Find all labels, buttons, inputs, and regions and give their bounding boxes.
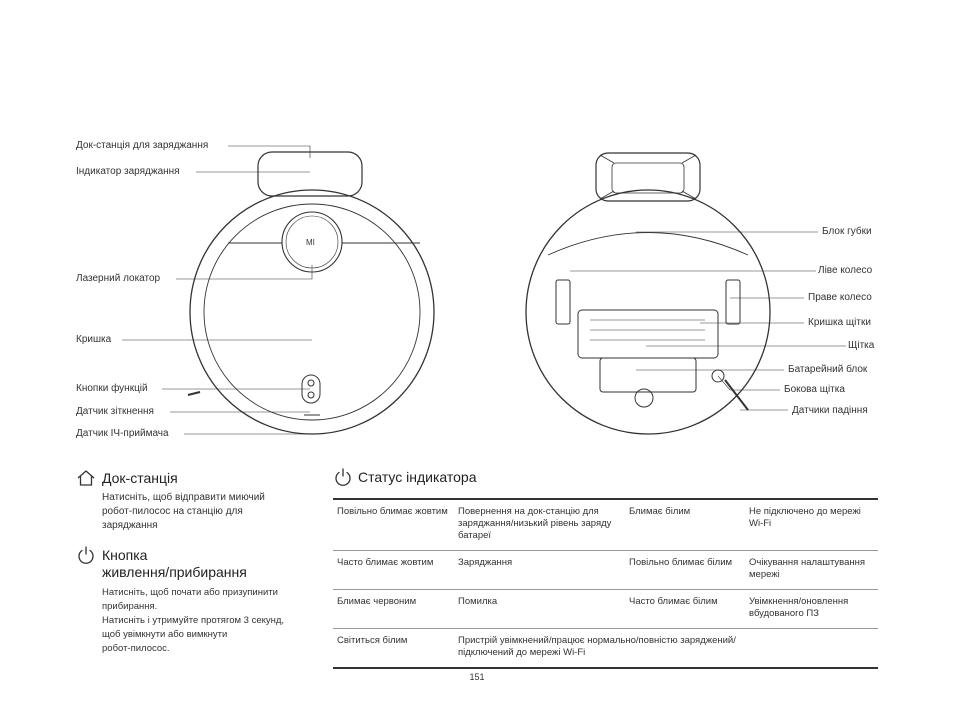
home-icon — [76, 468, 96, 488]
status-cell: Очікування налаштування мережі — [745, 551, 878, 590]
status-cell: Часто блимає жовтим — [333, 551, 454, 590]
label-sponge: Блок губки — [822, 226, 872, 237]
status-cell: Блимає червоним — [333, 590, 454, 629]
table-row — [333, 590, 878, 629]
power-section-title: Кнопка живлення/прибирання — [102, 547, 247, 580]
label-right-wheel: Праве колесо — [808, 292, 872, 303]
label-brush-cover: Кришка щітки — [808, 317, 871, 328]
status-power-icon — [333, 467, 353, 487]
status-cell: Повернення на док-станцію для заряджання/низький рівень заряду батареї — [454, 499, 625, 551]
status-cell: Пристрій увімкнений/працює нормально/повністю заряджений/підключений до мережі Wi-Fi — [454, 629, 745, 669]
label-dock: Док-станція для заряджання — [76, 140, 209, 151]
power-icon — [76, 545, 96, 565]
power-section-body: Натисніть, щоб почати або призупинити прибирання. Натисніть і утримуйте протягом 3 секунд, щоб увімкнути або вимкнути робот-пилосос. — [102, 587, 285, 654]
table-row — [333, 499, 878, 551]
label-laser: Лазерний локатор — [76, 273, 161, 284]
table-row — [333, 551, 878, 590]
dock-section-body: Натисніть, щоб відправити миючий робот-пилосос на станцію для заряджання — [102, 492, 265, 531]
label-cliff: Датчики падіння — [792, 405, 868, 416]
page-number: 151 — [469, 672, 485, 682]
status-cell — [745, 629, 878, 669]
label-charge-indicator: Індикатор заряджання — [76, 166, 180, 177]
label-lid: Кришка — [76, 334, 112, 345]
label-side-brush: Бокова щітка — [784, 384, 845, 395]
status-cell: Повільно блимає жовтим — [333, 499, 454, 551]
status-section-title: Статус індикатора — [358, 469, 477, 485]
table-row — [333, 629, 878, 669]
label-battery: Батарейний блок — [788, 364, 868, 375]
status-table — [333, 498, 878, 669]
label-collision: Датчик зіткнення — [76, 406, 154, 417]
robot-top-view — [122, 146, 434, 434]
label-brush: Щітка — [848, 340, 875, 351]
status-cell: Блимає білим — [625, 499, 745, 551]
status-cell: Часто блимає білим — [625, 590, 745, 629]
label-ir: Датчик ІЧ-приймача — [76, 428, 169, 439]
status-cell: Помилка — [454, 590, 625, 629]
label-func-buttons: Кнопки функцій — [76, 383, 148, 394]
status-cell: Не підключено до мережі Wi-Fi — [745, 499, 878, 551]
robot-logo: MI — [306, 238, 315, 247]
label-left-wheel: Ліве колесо — [818, 265, 873, 276]
status-cell: Повільно блимає білим — [625, 551, 745, 590]
status-cell: Світиться білим — [333, 629, 454, 669]
status-cell: Увімкнення/оновлення вбудованого ПЗ — [745, 590, 878, 629]
dock-section-title: Док-станція — [102, 470, 178, 486]
status-cell: Заряджання — [454, 551, 625, 590]
